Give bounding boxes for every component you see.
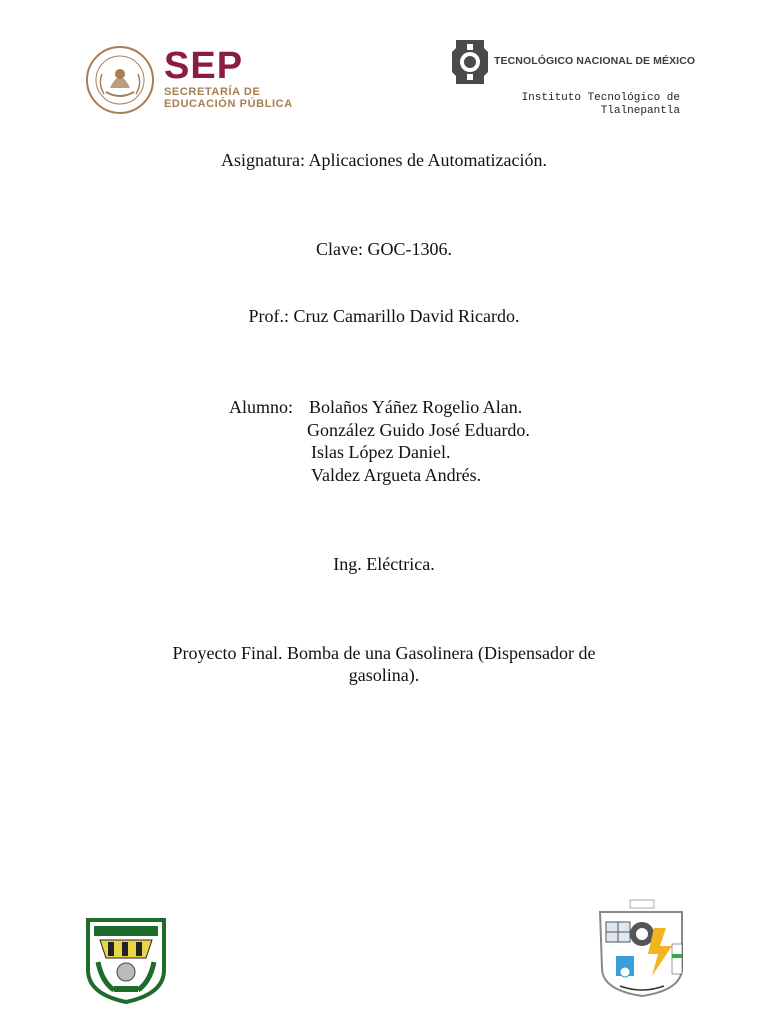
- course-code: Clave: GOC-1306.: [316, 239, 452, 259]
- student-name: González Guido José Eduardo.: [307, 420, 530, 440]
- institute-name: [522, 92, 680, 118]
- project-title-line1: Proyecto Final. Bomba de una Gasolinera (Dispensador de: [172, 643, 596, 663]
- sep-line1: SECRETARÍA DE: [164, 86, 261, 98]
- professor-line: Prof.: Cruz Camarillo David Ricardo.: [248, 306, 520, 326]
- institute-line2: Tlalnepantla: [600, 105, 680, 117]
- students-label: Alumno:: [229, 397, 294, 417]
- tecnm-logo: [450, 36, 700, 88]
- sep-logo: [84, 44, 294, 114]
- project-title-line2: gasolina).: [348, 665, 420, 685]
- student-name: Bolaños Yáñez Rogelio Alan.: [309, 397, 523, 417]
- institute-line1: Instituto Tecnológico de: [521, 92, 680, 104]
- sep-line2: EDUCACIÓN PÚBLICA: [164, 98, 293, 110]
- sep-title: SEP: [164, 45, 244, 87]
- gear-icon: [450, 36, 490, 88]
- student-name: Valdez Argueta Andrés.: [311, 465, 482, 485]
- ingenieria-electrica-logo: [594, 898, 690, 998]
- student-name: Islas López Daniel.: [311, 442, 451, 462]
- institute-shield-logo: [84, 914, 168, 1004]
- mexico-seal-icon: [84, 44, 156, 116]
- career-line: Ing. Eléctrica.: [333, 554, 435, 574]
- subject-line: Asignatura: Aplicaciones de Automatización.: [221, 150, 547, 170]
- sep-wordmark: [164, 46, 293, 110]
- tecnm-name: TECNOLÓGICO NACIONAL DE MÉXICO: [494, 55, 696, 67]
